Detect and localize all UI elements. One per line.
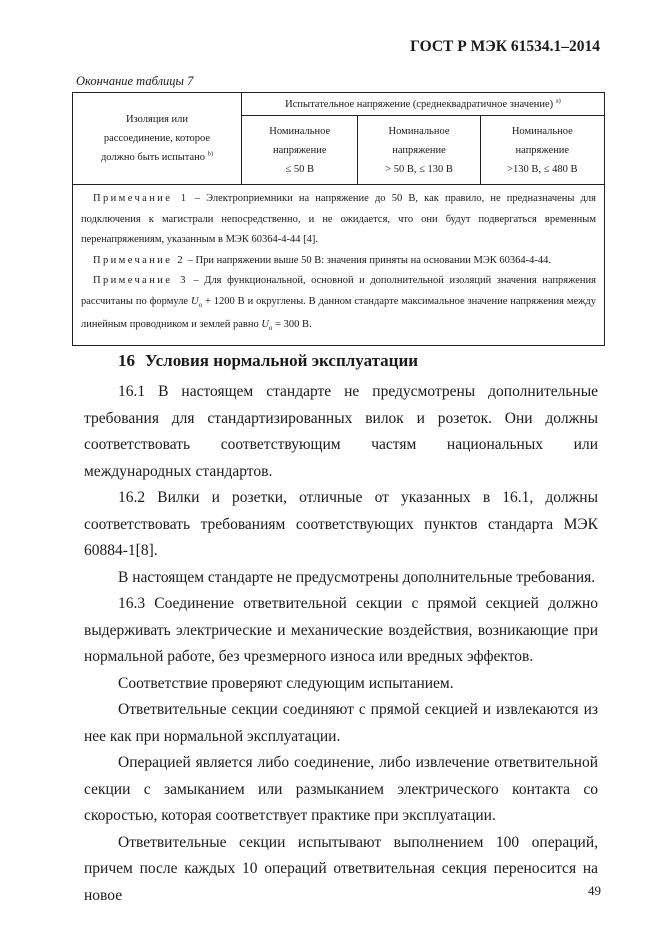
body-paragraph: Ответвительные секции соединяют с прямой секцией и извлекаются из нее как при нормальной эксплуатации.: [84, 701, 598, 745]
note-label: Примечание 2: [93, 254, 186, 266]
table-caption: Окончание таблицы 7: [76, 74, 194, 88]
formula-subscript: o: [268, 324, 273, 333]
section-heading: Условия нормальной эксплуатации: [145, 351, 419, 370]
note-label: Примечание 1: [93, 193, 189, 204]
note-text: – Электроприемники на напряжение до 50 В, как правило, не предназначены для подключения к магистрали непосредственно, и не ожидается, что они будут подвергаться временным перенапряжениям, указанным в МЭК 60364-4-44 [4].: [81, 193, 596, 245]
body-paragraph: Соответствие проверяют следующим испытанием.: [118, 674, 454, 692]
note-text: + 1200 В и округлены. В данном стандарте максимальное значение напряжения между линейным проводником и землей равно: [81, 295, 596, 331]
insulation-column-header: [73, 93, 242, 185]
table-note: [81, 271, 596, 339]
table-note: [81, 251, 596, 272]
table-note: [81, 189, 596, 251]
note-label: Примечание 3: [93, 275, 188, 286]
section-body: [84, 379, 598, 909]
body-paragraph: 16.3 Соединение ответвительной секции с прямой секцией должно выдерживать электрические и механические воздействия, возникающие при нормальной работе, без чрезмерного износа или вредных эффектов.: [84, 595, 598, 665]
body-paragraph: Ответвительные секции испытывают выполнением 100 операций, причем после каждых 10 операций ответвительная секция переносится на новое: [84, 833, 598, 904]
body-paragraph: В настоящем стандарте не предусмотрены дополнительные требования.: [118, 568, 596, 586]
note-text: – Для функциональной, основной и дополнительной изоляций значения напряжения рассчитаны по формуле: [81, 275, 596, 307]
footnote-marker: a): [555, 97, 561, 104]
test-voltage-table: [72, 92, 605, 346]
col1-header-line: должно быть испытано $^{b)}$: [100, 150, 214, 163]
voltage-subheader: Номинальное напряжение > 50 В, ≤ 130 В: [358, 116, 480, 185]
formula-subscript: o: [198, 300, 203, 309]
body-paragraph: 16.2 Вилки и розетки, отличные от указанных в 16.1, должны соответствовать требованиям соответствующих пунктов стандарта МЭК 60884-1[8].: [84, 489, 598, 559]
col1-header-line: рассоединение, которое: [103, 133, 211, 144]
section-number: 16: [118, 351, 135, 370]
body-paragraph: Операцией является либо соединение, либо извлечение ответвительной секции с замыканием или размыканием электрического контакта со скоростью, которая соответствует практике при эксплуатации.: [84, 754, 598, 824]
formula-variable: U: [191, 295, 199, 307]
section-title: [118, 351, 418, 371]
table-notes: [73, 185, 605, 346]
voltage-subheader: Номинальное напряжение >130 В, ≤ 480 В: [480, 116, 604, 185]
formula-variable: U: [261, 319, 269, 331]
col1-header-line: Изоляция или: [125, 114, 189, 125]
test-voltage-group-header: Испытательное напряжение (среднеквадратичное значение) $^{a)}$: [242, 93, 605, 116]
voltage-subheader: Номинальное напряжение ≤ 50 В: [242, 116, 358, 185]
note-text: – При напряжении выше 50 В: значения приняты на основании МЭК 60364-4-44.: [185, 254, 552, 266]
note-text: = 300 В.: [272, 319, 312, 331]
page-number: 49: [588, 883, 601, 898]
body-paragraph: 16.1 В настоящем стандарте не предусмотрены дополнительные требования для стандартизированных вилок и розеток. Они должны соответствовать соответствующим частям национальных или международных стандартов.: [84, 383, 598, 480]
footnote-marker: b): [207, 150, 214, 158]
document-header: ГОСТ Р МЭК 61534.1–2014: [410, 38, 600, 55]
